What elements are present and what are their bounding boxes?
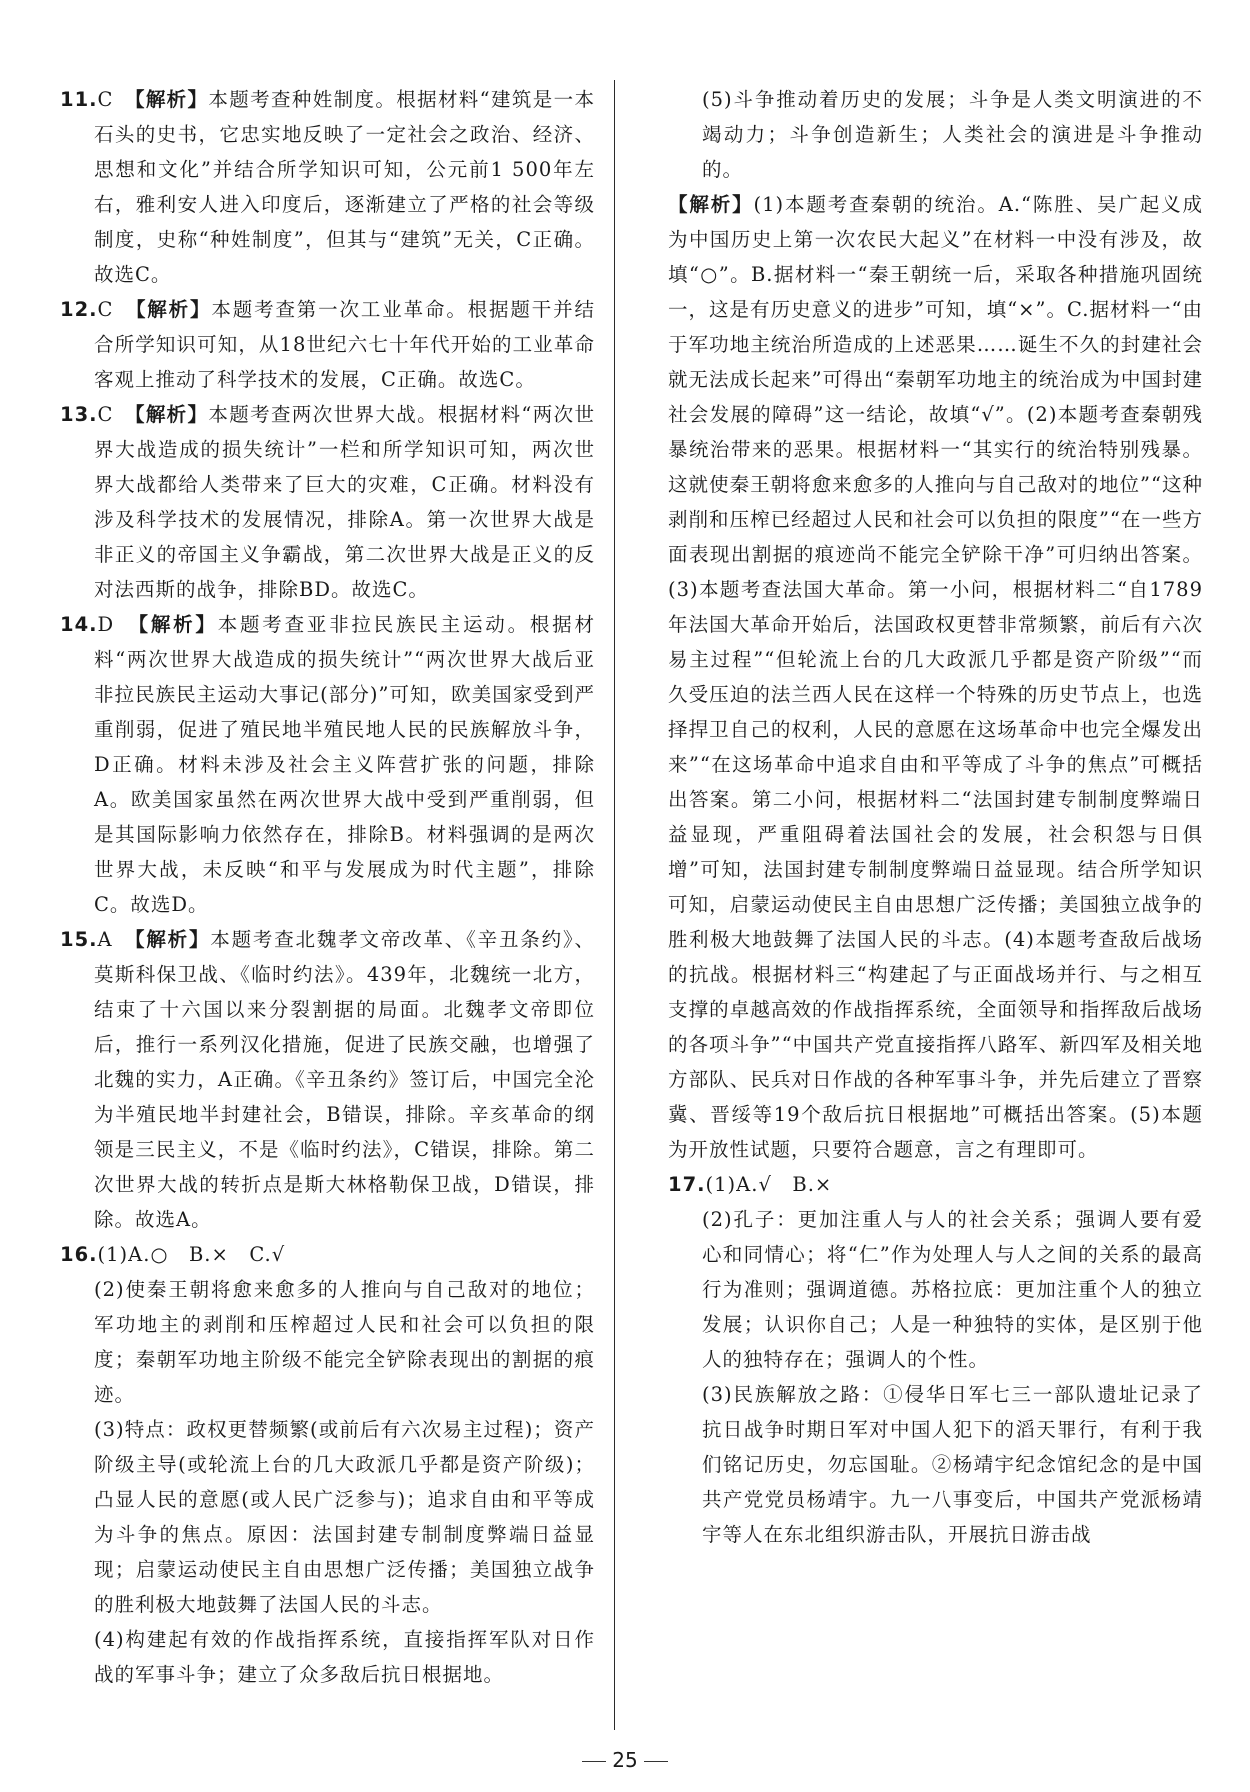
sub-answer-3: (3)特点：政权更替频繁(或前后有六次易主过程)；资产阶级主导(或轮流上台的几大政派几乎都是资产阶级)；凸显人民的意愿(或人民广泛参与)；追求自由和平等成为斗争的焦点。原因：法国封建专制制度弊端日益显现；启蒙运动使民主自由思想广泛传播；美国独立战争的胜利极大地鼓舞了法国人民的斗志。 xyxy=(94,1418,595,1616)
analysis-text: 本题考查两次世界大战。根据材料“两次世界大战造成的损失统计”一栏和所学知识可知，两次世界大战都给人类带来了巨大的灾难，C正确。材料没有涉及科学技术的发展情况，排除A。第一次世界大战是非正义的帝国主义争霸战，第二次世界大战是正义的反对法西斯的战争，排除BD。故选C。 xyxy=(94,403,595,601)
question-number: 14. xyxy=(60,613,98,636)
left-column xyxy=(60,82,595,1692)
analysis-text: 本题考查亚非拉民族民主运动。根据材料“两次世界大战造成的损失统计”“两次世界大战后亚非拉民族民主运动大事记(部分)”可知，欧美国家受到严重削弱，促进了殖民地半殖民地人民的民族解放斗争，D正确。材料未涉及社会主义阵营扩张的问题，排除A。欧美国家虽然在两次世界大战中受到严重削弱，但是其国际影响力依然存在，排除B。材料强调的是两次世界大战，未反映“和平与发展成为时代主题”，排除C。故选D。 xyxy=(94,613,595,916)
analysis-text: 本题考查第一次工业革命。根据题干并结合所学知识可知，从18世纪六七十年代开始的工业革命客观上推动了科学技术的发展，C正确。故选C。 xyxy=(94,298,595,391)
answer-choice: C xyxy=(97,88,114,111)
sub-answer-2: (2)孔子：更加注重人与人的社会关系；强调人要有爱心和同情心；将“仁”作为处理人与人之间的关系的最高行为准则；强调道德。苏格拉底：更加注重个人的独立发展；认识你自己；人是一种独特的实体，是区别于他人的独特存在；强调人的个性。 xyxy=(702,1208,1203,1371)
analysis-tag: 【解析】 xyxy=(138,613,218,636)
answer-item-12 xyxy=(60,292,595,397)
page-number-text: 25 xyxy=(612,1748,638,1772)
answer-choice: C xyxy=(97,298,114,321)
question-number: 12. xyxy=(60,298,98,321)
sub-answer-2: (2)使秦王朝将愈来愈多的人推向与自己敌对的地位；军功地主的剥削和压榨超过人民和社会可以负担的限度；秦朝军功地主阶级不能完全铲除表现出的割据的痕迹。 xyxy=(94,1278,595,1406)
answer-item-16 xyxy=(60,1237,595,1272)
sub-answer-1: (1)A.○ B.× C.√ xyxy=(97,1243,286,1266)
analysis-tag: 【解析】 xyxy=(134,88,209,111)
column-divider xyxy=(614,80,615,1730)
answer-item-14 xyxy=(60,607,595,922)
sub-answer-5: (5)斗争推动着历史的发展；斗争是人类文明演进的不竭动力；斗争创造新生；人类社会的演进是斗争推动的。 xyxy=(702,88,1203,181)
analysis-tag: 【解析】 xyxy=(135,298,212,321)
right-column xyxy=(668,82,1203,1552)
question-number: 11. xyxy=(60,88,98,111)
sub-answer-4: (4)构建起有效的作战指挥系统，直接指挥军队对日作战的军事斗争；建立了众多敌后抗日根据地。 xyxy=(94,1628,595,1686)
analysis-text: (1)本题考查秦朝的统治。A.“陈胜、吴广起义成为中国历史上第一次农民大起义”在材料一中没有涉及，故填“○”。B.据材料一“秦王朝统一后，采取各种措施巩固统一，这是有历史意义的进步”可知，填“×”。C.据材料一“由于军功地主统治所造成的上述恶果……诞生不久的封建社会就无法成长起来”可得出“秦朝军功地主的统治成为中国封建社会发展的障碍”这一结论，故填“√”。(2)本题考查秦朝残暴统治带来的恶果。根据材料一“其实行的统治特别残暴。这就使秦王朝将愈来愈多的人推向与自己敌对的地位”“这种剥削和压榨已经超过人民和社会可以负担的限度”“在一些方面表现出割据的痕迹尚不能完全铲除干净”可归纳出答案。(3)本题考查法国大革命。第一小问，根据材料二“自1789年法国大革命开始后，法国政权更替非常频繁，前后有六次易主过程”“但轮流上台的几大政派几乎都是资产阶级”“而久受压迫的法兰西人民在这样一个特殊的历史节点上，也选择捍卫自己的权利，人民的意愿在这场革命中也完全爆发出来”“在这场革命中追求自由和平等成了斗争的焦点”可概括出答案。第二小问，根据材料二“法国封建专制制度弊端日益显现，严重阻碍着法国社会的发展，社会积怨与日俱增”可知，法国封建专制制度弊端日益显现。结合所学知识可知，启蒙运动使民主自由思想广泛传播；美国独立战争的胜利极大地鼓舞了法国人民的斗志。(4)本题考查敌后战场的抗战。根据材料三“构建起了与正面战场并行、与之相互支撑的卓越高效的作战指挥系统，全面领导和指挥敌后战场的各项斗争”“中国共产党直接指挥八路军、新四军及相关地方部队、民兵对日作战的各种军事斗争，并先后建立了晋察冀、晋绥等19个敌后抗日根据地”可概括出答案。(5)本题为开放性试题，只要符合题意，言之有理即可。 xyxy=(668,193,1203,1161)
sub-answer-1: (1)A.√ B.× xyxy=(705,1173,833,1196)
answer-choice: D xyxy=(97,613,115,636)
answer-item-17 xyxy=(668,1167,1203,1202)
question-number: 13. xyxy=(60,403,98,426)
answer-choice: A xyxy=(97,928,113,951)
answer-item-15 xyxy=(60,922,595,1237)
analysis-text: 本题考查种姓制度。根据材料“建筑是一本石头的史书，它忠实地反映了一定社会之政治、经济、思想和文化”并结合所学知识可知，公元前1 500年左右，雅利安人进入印度后，逐渐建立了严格的社会等级制度，史称“种姓制度”，但其与“建筑”无关，C正确。故选C。 xyxy=(94,88,595,286)
answer-item-13 xyxy=(60,397,595,607)
answer-item-11 xyxy=(60,82,595,292)
analysis-block-16 xyxy=(668,187,1203,1167)
analysis-tag: 【解析】 xyxy=(668,193,754,216)
analysis-text: 本题考查北魏孝文帝改革、《辛丑条约》、莫斯科保卫战、《临时约法》。439年，北魏统一北方，结束了十六国以来分裂割据的局面。北魏孝文帝即位后，推行一系列汉化措施，促进了民族交融，也增强了北魏的实力，A正确。《辛丑条约》签订后，中国完全沦为半殖民地半封建社会，B错误，排除。辛亥革命的纲领是三民主义，不是《临时约法》，C错误，排除。第二次世界大战的转折点是斯大林格勒保卫战，D错误，排除。故选A。 xyxy=(94,928,595,1231)
question-number: 16. xyxy=(60,1243,98,1266)
question-number: 15. xyxy=(60,928,98,951)
sub-answer-3: (3)民族解放之路：①侵华日军七三一部队遗址记录了抗日战争时期日军对中国人犯下的滔天罪行，有利于我们铭记历史，勿忘国耻。②杨靖宇纪念馆纪念的是中国共产党党员杨靖宇。九一八事变后，中国共产党派杨靖宇等人在东北组织游击队，开展抗日游击战 xyxy=(702,1383,1203,1546)
answer-choice: C xyxy=(97,403,114,426)
analysis-tag: 【解析】 xyxy=(134,928,211,951)
page-number xyxy=(0,1748,1250,1772)
question-number: 17. xyxy=(668,1173,706,1196)
analysis-tag: 【解析】 xyxy=(134,403,209,426)
